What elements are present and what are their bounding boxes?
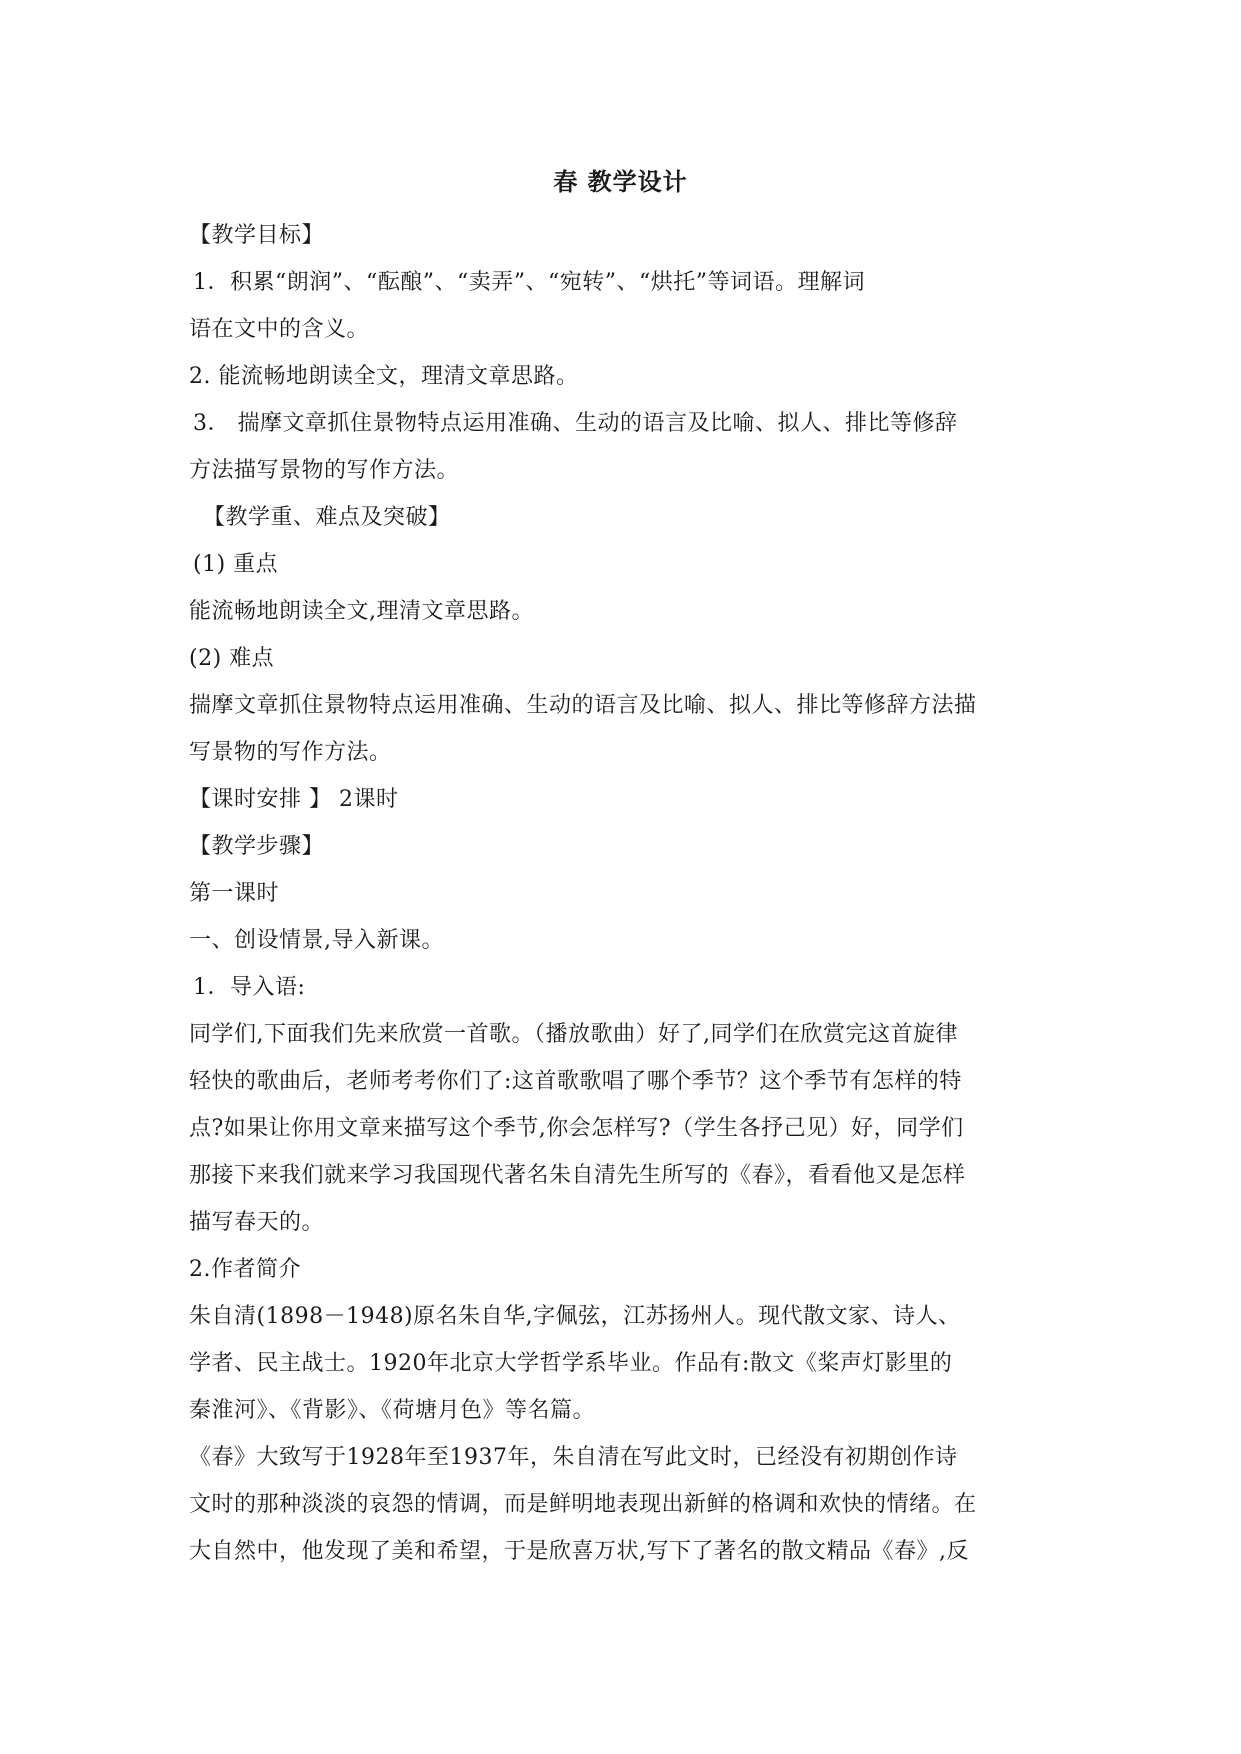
heading-class-hours: 【课时安排 】 2课时 — [189, 787, 399, 812]
goal-1-line-2: 语在文中的含义。 — [189, 317, 370, 342]
subheading-difficult-point: (2) 难点 — [189, 646, 275, 671]
author-paragraph-line-3: 秦淮河》、《背影》、《荷塘月色》等名篇。 — [189, 1398, 596, 1423]
heading-key-difficult-points: 【教学重、难点及突破】 — [203, 505, 451, 530]
goal-3-line-1: 3． 揣摩文章抓住景物特点运用准确、生动的语言及比喻、拟人、排比等修辞 — [193, 411, 958, 436]
goal-1-line-1: 1．积累“朗润”、“酝酿”、“卖弄”、“宛转”、“烘托”等词语。理解词 — [193, 270, 865, 295]
intro-paragraph-line-1: 同学们,下面我们先来欣赏一首歌。（播放歌曲）好了,同学们在欣赏完这首旋律 — [189, 1022, 958, 1047]
background-paragraph-line-3: 大自然中，他发现了美和希望，于是欣喜万状,写下了著名的散文精品《春》,反 — [189, 1539, 969, 1564]
document-body — [189, 212, 1069, 1575]
heading-teaching-steps: 【教学步骤】 — [189, 834, 325, 859]
section-1-heading: 一、创设情景,导入新课。 — [189, 928, 444, 953]
background-paragraph-line-1: 《春》大致写于1928年至1937年，朱自清在写此文时，已经没有初期创作诗 — [189, 1445, 958, 1470]
subheading-key-point: (1) 重点 — [193, 552, 279, 577]
document-title: 春 教学设计 — [553, 167, 688, 196]
author-paragraph-line-1: 朱自清(1898－1948)原名朱自华,字佩弦，江苏扬州人。现代散文家、诗人、 — [189, 1304, 961, 1329]
intro-paragraph-line-5: 描写春天的。 — [189, 1210, 325, 1235]
first-lesson-label: 第一课时 — [189, 881, 280, 906]
intro-paragraph-line-3: 点?如果让你用文章来描写这个季节,你会怎样写?（学生各抒己见）好，同学们 — [189, 1116, 964, 1141]
goal-3-line-2: 方法描写景物的写作方法。 — [189, 458, 460, 483]
goal-2: 2. 能流畅地朗读全文，理清文章思路。 — [189, 364, 579, 389]
difficult-point-line-2: 写景物的写作方法。 — [189, 740, 392, 765]
key-point-text: 能流畅地朗读全文,理清文章思路。 — [189, 599, 534, 624]
intro-heading: 1．导入语: — [193, 975, 306, 1000]
intro-paragraph-line-2: 轻快的歌曲后，老师考考你们了:这首歌歌唱了哪个季节？这个季节有怎样的特 — [189, 1069, 962, 1094]
background-paragraph-line-2: 文时的那种淡淡的哀怨的情调，而是鲜明地表现出新鲜的格调和欢快的情绪。在 — [189, 1492, 977, 1517]
author-heading: 2.作者简介 — [189, 1257, 301, 1282]
author-paragraph-line-2: 学者、民主战士。1920年北京大学哲学系毕业。作品有:散文《桨声灯影里的 — [189, 1351, 953, 1376]
difficult-point-line-1: 揣摩文章抓住景物特点运用准确、生动的语言及比喻、拟人、排比等修辞方法描 — [189, 693, 977, 718]
intro-paragraph-line-4: 那接下来我们就来学习我国现代著名朱自清先生所写的《春》，看看他又是怎样 — [189, 1163, 966, 1188]
heading-teaching-goals: 【教学目标】 — [189, 223, 325, 248]
